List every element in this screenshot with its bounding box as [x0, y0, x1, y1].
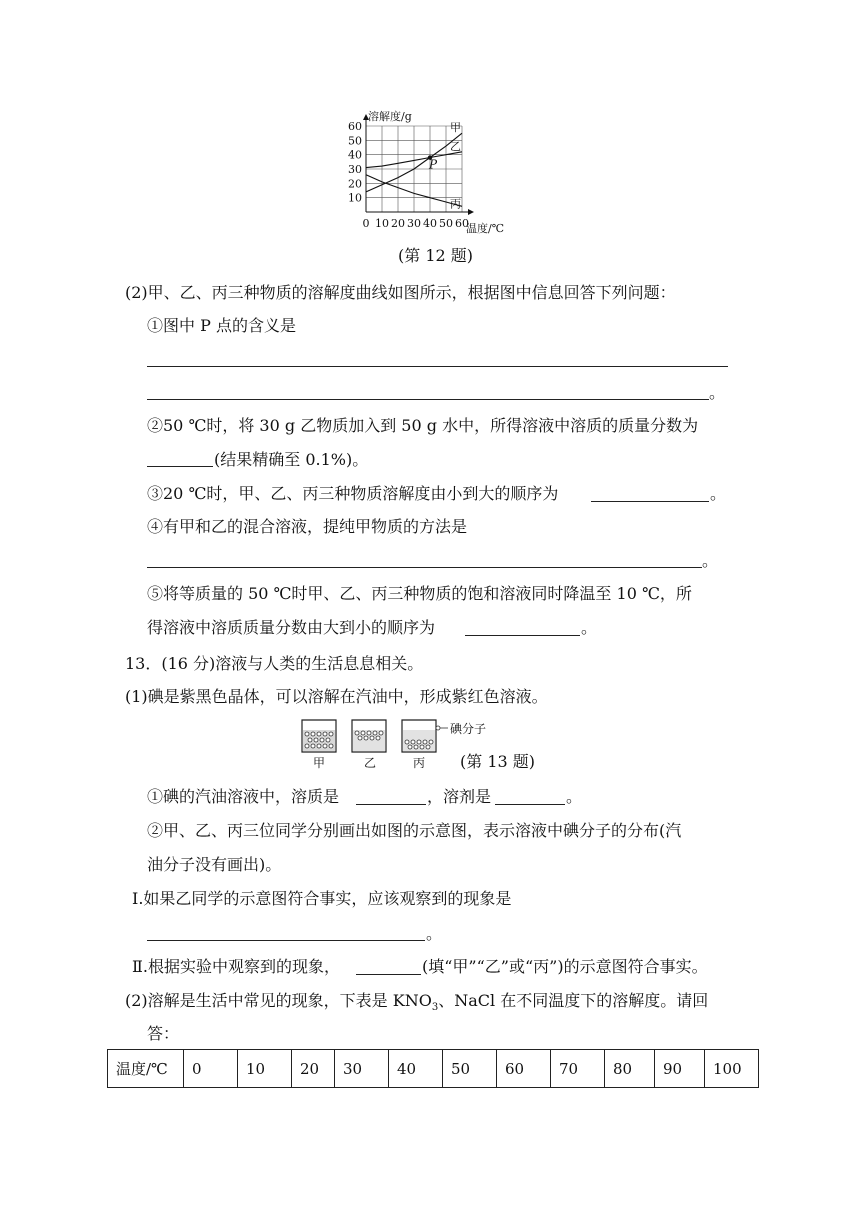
table-row [108, 1050, 759, 1088]
y-tick-label: 50 [348, 134, 362, 148]
x-tick-label: 30 [407, 217, 421, 230]
q12-2-sub5-cont: 得溶液中溶质质量分数由大到小的顺序为 [147, 618, 436, 637]
table-cell: 90 [655, 1050, 705, 1088]
x-axis-arrow [468, 209, 474, 215]
answer-blank[interactable] [591, 501, 709, 502]
punct: 。 [581, 618, 598, 637]
point-label: P [429, 157, 438, 172]
solubility-table [107, 1049, 759, 1088]
x-tick-label: 50 [439, 217, 453, 230]
q13-sub1-mid: ，溶剂是 [427, 787, 492, 806]
beaker-label: 丙 [413, 756, 426, 770]
answer-blank[interactable] [465, 635, 580, 636]
answer-blank[interactable] [147, 466, 213, 467]
x-axis-label: 温度/℃ [466, 222, 505, 234]
y-tick-label: 60 [348, 120, 362, 133]
punct: 。 [709, 383, 726, 402]
punct: 。 [566, 787, 583, 806]
q12-2-sub2-cont: (结果精确至 0.1%)。 [214, 450, 369, 469]
fig13-caption: (第 13 题) [460, 752, 536, 771]
table-cell: 50 [443, 1050, 497, 1088]
y-tick-label: 30 [348, 163, 362, 176]
beaker-label: 乙 [364, 756, 377, 770]
q12-2-sub2: ②50 ℃时，将 30 g 乙物质加入到 50 g 水中，所得溶液中溶质的质量分数为 [147, 416, 699, 435]
answer-blank[interactable] [147, 399, 709, 400]
answer-blank[interactable] [495, 804, 565, 805]
q13-item-ii-cont: (填“甲”“乙”或“丙”)的示意图符合事实。 [422, 957, 708, 976]
punct: 。 [710, 484, 727, 503]
x-tick-label: 20 [391, 217, 405, 230]
y-tick-label: 10 [348, 191, 362, 205]
series-label: 甲 [450, 121, 461, 135]
table-cell: 100 [705, 1050, 759, 1088]
beaker-yi-icon [352, 720, 386, 752]
table-cell: 70 [551, 1050, 605, 1088]
y-tick-label: 40 [348, 148, 362, 162]
answer-blank[interactable] [147, 366, 728, 367]
q13-part2 [125, 991, 708, 1018]
table-cell: 温度/℃ [108, 1050, 184, 1088]
table-cell: 10 [238, 1050, 292, 1088]
q13-sub1: ①碘的汽油溶液中，溶质是 [147, 787, 340, 806]
answer-blank[interactable] [147, 940, 425, 941]
q13-sub2-cont: 油分子没有画出)。 [147, 855, 282, 874]
table-cell: 60 [497, 1050, 551, 1088]
q13-sub2: ②甲、乙、丙三位同学分别画出如图的示意图，表示溶液中碘分子的分布(汽 [147, 821, 682, 840]
series-label: 丙 [450, 197, 461, 211]
beaker-bing-icon [402, 720, 448, 752]
x-tick-label: 40 [423, 217, 437, 230]
q13-item-ii: Ⅱ.根据实验中观察到的现象， [132, 957, 340, 976]
y-axis-label: 溶解度/g [368, 110, 412, 123]
y-tick-label: 20 [348, 177, 362, 191]
punct: 。 [426, 924, 443, 943]
punct: 。 [702, 551, 719, 570]
x-tick-label: 60 [455, 217, 469, 230]
q12-2-stem: (2)甲、乙、丙三种物质的溶解度曲线如图所示，根据图中信息回答下列问题： [125, 283, 676, 302]
table-cell: 80 [605, 1050, 655, 1088]
x-tick-label: 0 [362, 217, 370, 230]
beaker-jia-icon [302, 720, 336, 752]
q13-stem: 13．(16 分)溶液与人类的生活息息相关。 [125, 654, 424, 673]
x-tick-label: 10 [375, 217, 389, 230]
beaker-label: 甲 [313, 756, 326, 770]
solubility-chart [330, 108, 530, 234]
q12-2-sub3: ③20 ℃时，甲、乙、丙三种物质溶解度由小到大的顺序为 [147, 484, 559, 503]
table-cell: 0 [184, 1050, 238, 1088]
table-cell: 20 [292, 1050, 335, 1088]
q13-part2-a: (2)溶解是生活中常见的现象，下表是 KNO [125, 991, 432, 1010]
fig12-caption: (第 12 题) [398, 246, 474, 265]
answer-blank[interactable] [356, 974, 421, 975]
series-label: 乙 [450, 139, 461, 153]
subscript: 3 [431, 1002, 439, 1014]
answer-blank[interactable] [356, 804, 426, 805]
table-cell: 40 [389, 1050, 443, 1088]
q13-part2-b: 、NaCl 在不同温度下的溶解度。请回 [438, 991, 709, 1010]
q12-2-sub4: ④有甲和乙的混合溶液，提纯甲物质的方法是 [147, 517, 468, 536]
molecule-label: 碘分子 [450, 722, 487, 736]
q13-part1: (1)碘是紫黑色晶体，可以溶解在汽油中，形成紫红色溶液。 [125, 687, 548, 706]
q13-part2-cont: 答： [147, 1024, 180, 1043]
q12-2-sub5: ⑤将等质量的 50 ℃时甲、乙、丙三种物质的饱和溶液同时降温至 10 ℃，所 [147, 584, 692, 603]
table-cell: 30 [335, 1050, 389, 1088]
q12-2-sub1: ①图中 P 点的含义是 [147, 316, 296, 335]
answer-blank[interactable] [147, 567, 702, 568]
q13-item-i: Ⅰ.如果乙同学的示意图符合事实，应该观察到的现象是 [132, 889, 512, 908]
